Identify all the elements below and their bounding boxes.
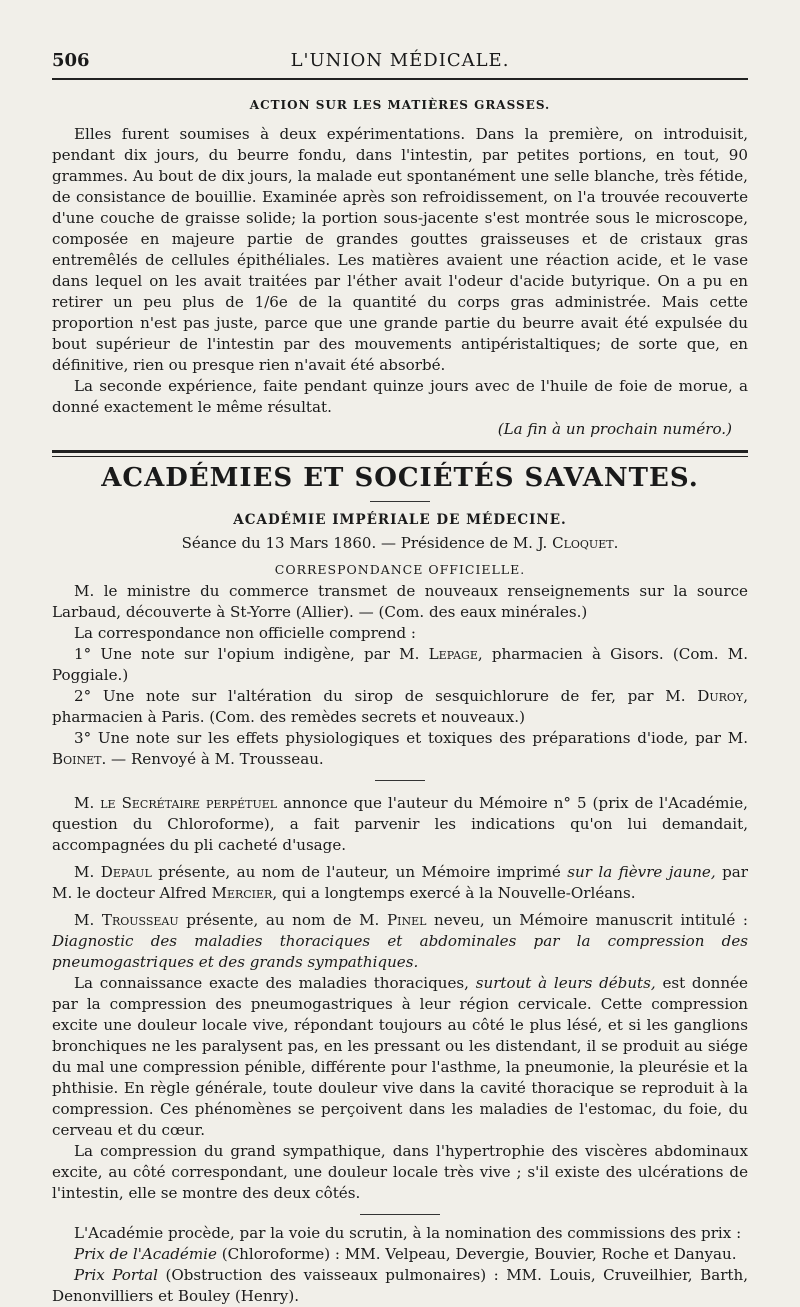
paragraph-secretary — [52, 793, 748, 856]
page-header — [52, 44, 748, 80]
prize-commission-2 — [52, 1265, 748, 1307]
item3-author: Boinet — [52, 750, 102, 768]
paragraph-minister: M. le ministre du commerce transmet de nouveaux renseignements sur la source Larbaud, découverte à St-Yorre (Allier). — (Com. des eaux minérales.) — [52, 582, 748, 621]
section-title-academies: ACADÉMIES ET SOCIÉTÉS SAVANTES. — [101, 463, 699, 493]
title-underline — [370, 501, 430, 502]
thoracic-text-2: est donnée par la compression des pneumogastriques à leur région cervicale. Cette compression excite une douleur locale vive, répondant toujours au côté le plus lésé, et si les ganglions bronchiques ne les paralysent pas, en les pressant ou les distendant, il se produit au siége du mal une compression pénible, différente pour l'asthme, la pneumonie, la pleurésie et la phthisie. En règle générale, toute douleur vive dans la cavité thoracique se reproduit à la compression. Ces phénomènes se perçoivent dans les maladies de l'estomac, du foie, du cerveau et du cœur. — [52, 974, 748, 1139]
academy-heading: ACADÉMIE IMPÉRIALE DE MÉDECINE. — [233, 512, 567, 528]
trousseau-text-2: neveu, un Mémoire manuscrit intitulé : — [434, 911, 748, 929]
prize-1-label: Prix de l'Académie — [74, 1245, 217, 1263]
running-title: L'UNION MÉDICALE. — [290, 50, 510, 71]
item3-text: 3° Une note sur les effets physiologiques et toxiques des préparations d'iode, par M. — [74, 729, 748, 747]
secretary-prefix: M. — [74, 794, 95, 812]
thoracic-italic: surtout à leurs débuts, — [475, 974, 656, 992]
session-date-presidency: Séance du 13 Mars 1860. — Présidence de M. J. — [181, 534, 548, 552]
section-heading-fats: ACTION SUR LES MATIÈRES GRASSES. — [249, 98, 551, 112]
item2-author: Duroy — [697, 687, 744, 705]
paragraph-sympathetic: La compression du grand sympathique, dans l'hypertrophie des viscères abdominaux excite, au côté correspondant, une douleur locale très vive ; s'il existe des ulcérations de l'intestin, elle se montre des deux côtés. — [52, 1142, 748, 1202]
item2-rest: , pharmacien à Paris. (Com. des remèdes secrets et nouveaux.) — [52, 687, 748, 726]
prize-commission-1 — [52, 1244, 748, 1265]
depaul-text: présente, au nom de l'auteur, un Mémoire imprimé — [158, 863, 561, 881]
item2-text: 2° Une note sur l'altération du sirop de sesquichlorure de fer, par M. — [74, 687, 686, 705]
item1-rest: , pharmacien à Gisors. (Com. M. Poggiale.) — [52, 645, 748, 684]
page-content — [52, 98, 748, 1307]
item3-rest: . — Renvoyé à M. Trousseau. — [101, 750, 324, 768]
prize-2-label: Prix Portal — [74, 1266, 158, 1284]
paragraph-experiments: Elles furent soumises à deux expérimentations. Dans la première, on introduisit, pendant dix jours, du beurre fondu, dans l'intestin, par petites portions, en tout, 90 grammes. Au bout de dix jours, la malade eut spontanément une selle blanche, très fétide, de consistance de bouillie. Examinée après son refroidissement, on l'a trouvée recouverte d'une couche de graisse solide; la portion sous-jacente s'est montrée sous le microscope, composée en majeure partie de grandes gouttes graisseuses et de cristaux gras entremêlés de cellules épithéliales. Les matières avaient une réaction acide, et le vase dans lequel on les avait traitées par l'éther avait l'odeur d'acide butyrique. On a pu en retirer un peu plus de 1/6e de la quantité du corps gras administrée. Mais cette proportion n'est pas juste, parce que une grande partie du beurre avait été expulsée du bout supérieur de l'intestin par des mouvements antipéristaltiques; de sorte que, en définitive, rien ou presque rien n'avait été absorbé. — [52, 125, 748, 374]
continuation-note: (La fin à un prochain numéro.) — [497, 420, 732, 438]
thoracic-text: La connaissance exacte des maladies thoraciques, — [74, 974, 469, 992]
trousseau-prefix: M. — [74, 911, 95, 929]
pinel-name: Pinel — [386, 911, 427, 929]
secretary-text: annonce que l'auteur du Mémoire n° 5 (prix de l'Académie, question du Chloroforme), a fait parvenir les indications qu'on lui demandait, accompagnées du pli cacheté d'usage. — [52, 794, 748, 854]
depaul-prefix: M. — [74, 863, 95, 881]
item1-author: Lepage — [428, 645, 478, 663]
paragraph-nomination: L'Académie procède, par la voie du scrutin, à la nomination des commissions des prix : — [74, 1224, 742, 1242]
session-line — [52, 534, 748, 552]
correspondence-item-1 — [52, 644, 748, 686]
depaul-name: Depaul — [100, 863, 152, 881]
president-name: Cloquet. — [552, 534, 619, 552]
prize-2-members: (Obstruction des vaisseaux pulmonaires) : MM. Louis, Cruveilhier, Barth, Denonvilliers et Bouley (Henry). — [52, 1266, 748, 1305]
section-divider — [52, 450, 748, 457]
trousseau-memoir-title: Diagnostic des maladies thoraciques et abdominales par la compression des pneumogastriques et des grands sympathiques. — [52, 932, 748, 971]
trousseau-name: Trousseau — [101, 911, 179, 929]
depaul-text-2: par M. le docteur Alfred — [52, 863, 748, 902]
depaul-author: Mercier — [211, 884, 273, 902]
prize-1-members: (Chloroforme) : MM. Velpeau, Devergie, Bouvier, Roche et Danyau. — [221, 1245, 737, 1263]
paragraph-second-experiment: La seconde expérience, faite pendant quinze jours avec de l'huile de foie de morue, a donné exactement le même résultat. — [52, 377, 748, 416]
paragraph-unofficial-intro: La correspondance non officielle comprend : — [74, 624, 416, 642]
paragraph-trousseau — [52, 910, 748, 973]
correspondence-item-2 — [52, 686, 748, 728]
page-number: 506 — [52, 50, 90, 71]
depaul-memoir-title: sur la fièvre jaune, — [567, 863, 716, 881]
paragraph-divider — [375, 780, 425, 781]
official-correspondence-heading: CORRESPONDANCE OFFICIELLE. — [274, 562, 526, 577]
trousseau-text: présente, au nom de M. — [186, 911, 380, 929]
item1-text: 1° Une note sur l'opium indigène, par M. — [74, 645, 420, 663]
paragraph-thoracic — [52, 973, 748, 1141]
depaul-text-3: , qui a longtemps exercé à la Nouvelle-Orléans. — [272, 884, 636, 902]
paragraph-divider-2 — [360, 1214, 440, 1215]
correspondence-item-3 — [52, 728, 748, 770]
paragraph-depaul — [52, 862, 748, 904]
secretary-title: le Secrétaire perpétuel — [100, 794, 278, 812]
